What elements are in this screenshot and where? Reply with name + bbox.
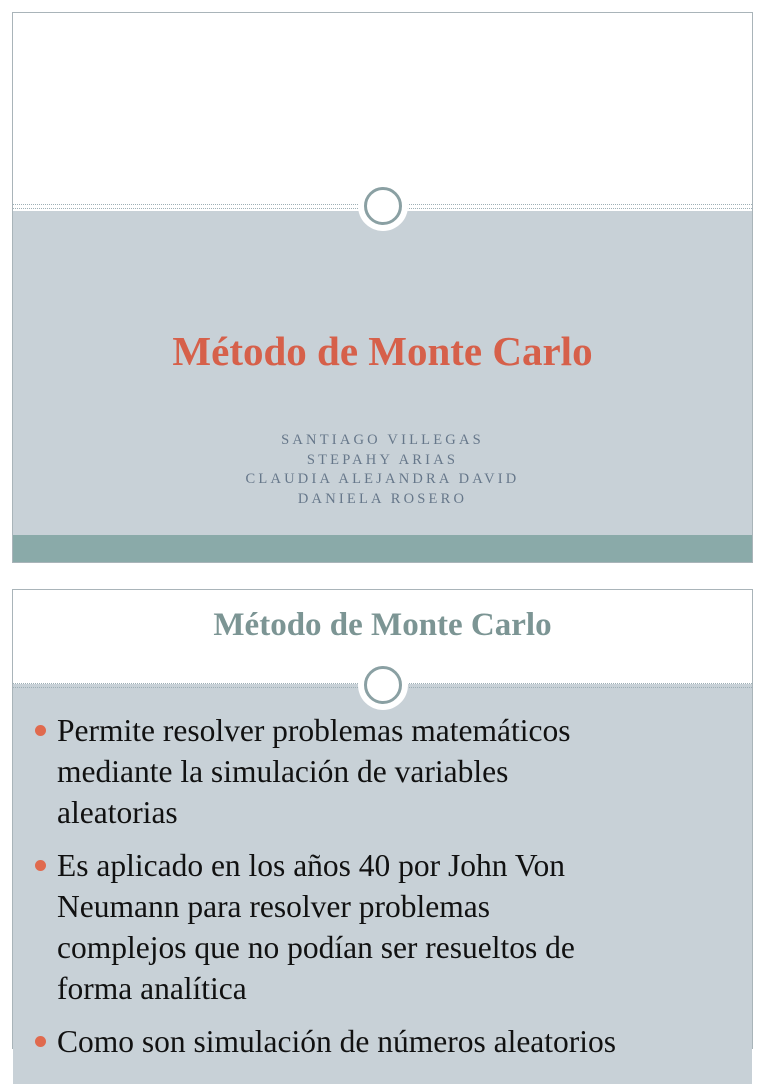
author-name: STEPAHY ARIAS [306,451,459,468]
bullet-item [13,710,752,833]
bullet-dot-icon [35,1036,46,1047]
footer-band [13,535,752,562]
bullet-line: mediante la simulación de variables [57,754,509,789]
ring-icon [364,187,402,225]
ring-icon [364,666,402,704]
bullet-dot-icon [35,860,46,871]
bullet-line: Es aplicado en los años 40 por John Von [57,848,566,883]
author-list [13,431,752,509]
author-name: DANIELA ROSERO [297,490,468,507]
bullet-item [13,845,752,1009]
ring-ornament [358,181,408,231]
slide-title: Método de Monte Carlo [213,607,552,643]
title-slide [12,12,753,563]
content-slide [12,589,753,1059]
bullet-line: complejos que no podían ser resueltos de [57,930,575,965]
bullet-line: Permite resolver problemas matemáticos [57,713,571,748]
author-name: SANTIAGO VILLEGAS [281,432,484,448]
author-name: CLAUDIA ALEJANDRA DAVID [245,471,520,487]
bullet-line: Neumann para resolver problemas [57,889,490,924]
bullet-list [13,710,752,1074]
bullet-line: forma analítica [57,971,247,1006]
ring-ornament [358,660,408,710]
bullet-line: Como son simulación de números aleatorios [57,1024,617,1059]
bullet-line: aleatorias [57,795,178,830]
bullet-dot-icon [35,725,46,736]
bullet-item [13,1021,752,1062]
slide-title: Método de Monte Carlo [172,328,593,374]
